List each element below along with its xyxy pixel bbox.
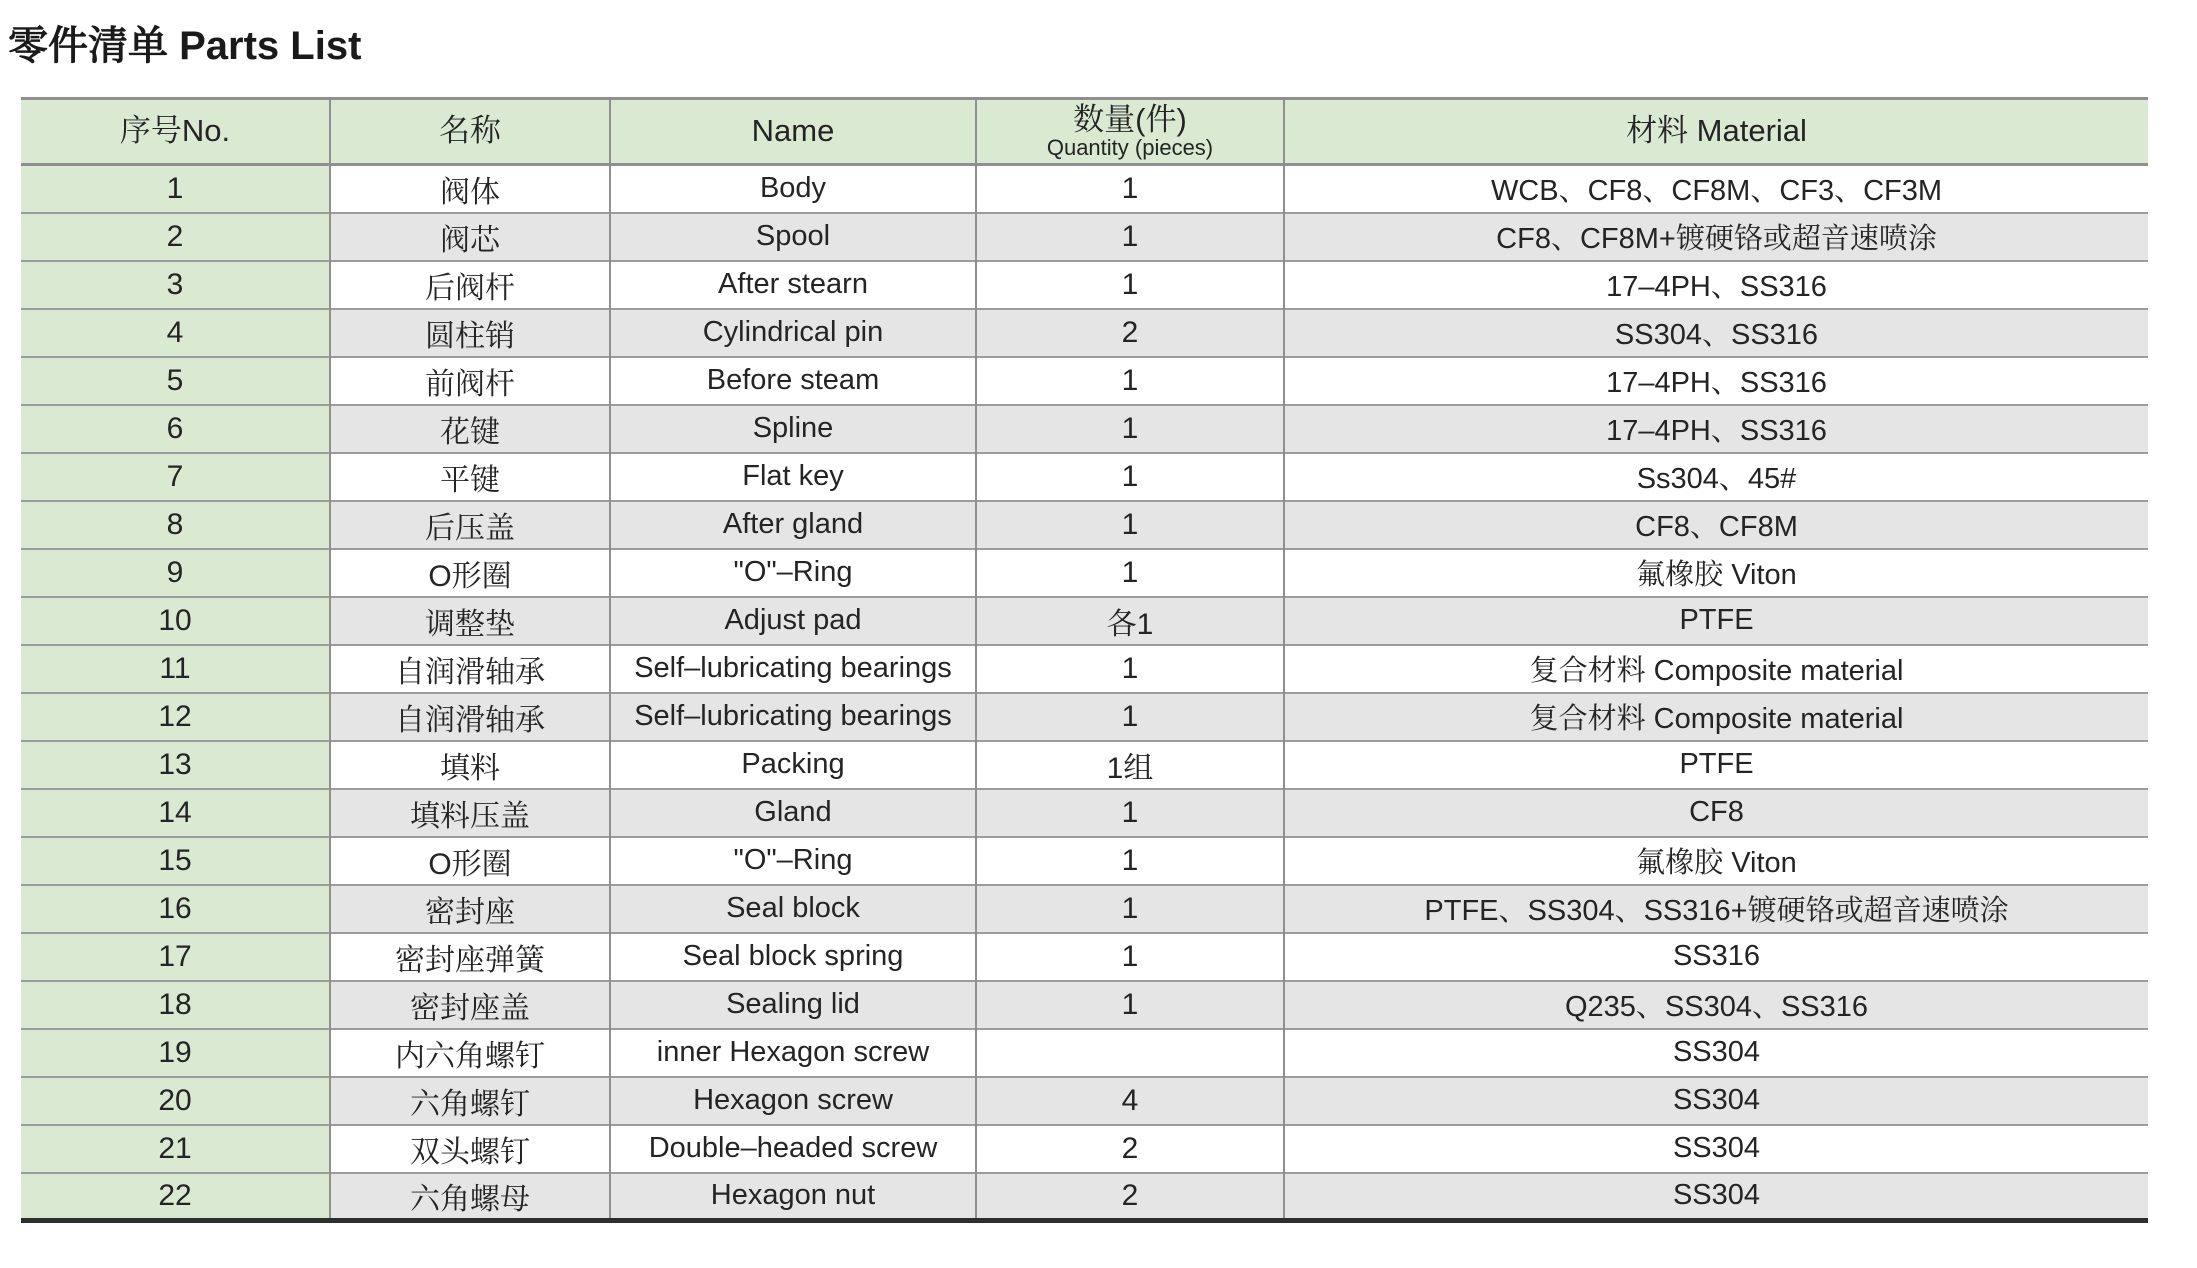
cell-material: SS304、SS316 (1284, 309, 2148, 357)
cell-material: WCB、CF8、CF8M、CF3、CF3M (1284, 165, 2148, 213)
table-row (21, 1077, 2148, 1125)
cell-part-number: 14 (21, 789, 330, 837)
header-name-en-label: Name (751, 113, 835, 149)
table-row (21, 261, 2148, 309)
table-row (21, 1029, 2148, 1077)
cell-name-english: After stearn (610, 261, 976, 309)
cell-name-chinese: 阀体 (330, 165, 610, 213)
cell-quantity: 1 (976, 789, 1284, 837)
cell-material: SS304 (1284, 1029, 2148, 1077)
cell-quantity: 2 (976, 1125, 1284, 1173)
table-row (21, 165, 2148, 213)
cell-quantity: 1组 (976, 741, 1284, 789)
cell-part-number: 2 (21, 213, 330, 261)
cell-name-english: Self–lubricating bearings (610, 645, 976, 693)
cell-name-english: Double–headed screw (610, 1125, 976, 1173)
table-row (21, 597, 2148, 645)
cell-name-chinese: 后压盖 (330, 501, 610, 549)
cell-name-chinese: 密封座盖 (330, 981, 610, 1029)
table-row (21, 981, 2148, 1029)
cell-name-chinese: 填料 (330, 741, 610, 789)
cell-name-chinese: 六角螺母 (330, 1173, 610, 1221)
cell-quantity: 2 (976, 1173, 1284, 1221)
cell-material: 复合材料 Composite material (1284, 645, 2148, 693)
cell-quantity: 1 (976, 981, 1284, 1029)
cell-part-number: 12 (21, 693, 330, 741)
table-row (21, 309, 2148, 357)
table-row (21, 645, 2148, 693)
cell-quantity: 1 (976, 453, 1284, 501)
cell-name-english: Gland (610, 789, 976, 837)
cell-name-chinese: 密封座弹簧 (330, 933, 610, 981)
table-row (21, 213, 2148, 261)
cell-material: SS304 (1284, 1173, 2148, 1221)
cell-name-chinese: 六角螺钉 (330, 1077, 610, 1125)
parts-table-body (21, 165, 2148, 1221)
cell-part-number: 18 (21, 981, 330, 1029)
header-quantity (976, 99, 1284, 165)
cell-part-number: 13 (21, 741, 330, 789)
cell-name-english: Seal block spring (610, 933, 976, 981)
cell-part-number: 7 (21, 453, 330, 501)
table-row (21, 741, 2148, 789)
table-row (21, 1173, 2148, 1221)
cell-material: Ss304、45# (1284, 453, 2148, 501)
cell-material: 氟橡胶 Viton (1284, 837, 2148, 885)
cell-material: SS304 (1284, 1125, 2148, 1173)
table-row (21, 885, 2148, 933)
cell-material: 17–4PH、SS316 (1284, 405, 2148, 453)
cell-name-chinese: 花键 (330, 405, 610, 453)
table-row (21, 405, 2148, 453)
cell-material: CF8、CF8M (1284, 501, 2148, 549)
cell-material: CF8、CF8M+镀硬铬或超音速喷涂 (1284, 213, 2148, 261)
cell-material: 17–4PH、SS316 (1284, 261, 2148, 309)
cell-part-number: 17 (21, 933, 330, 981)
header-material-label: 材料 Material (1626, 113, 1807, 149)
cell-quantity: 1 (976, 405, 1284, 453)
cell-name-chinese: 密封座 (330, 885, 610, 933)
cell-name-chinese: 双头螺钉 (330, 1125, 610, 1173)
header-no-label: 序号No. (119, 113, 231, 149)
header-name-cn-label: 名称 (439, 113, 501, 149)
table-row (21, 789, 2148, 837)
table-row (21, 1125, 2148, 1173)
cell-name-english: Spline (610, 405, 976, 453)
cell-quantity: 1 (976, 645, 1284, 693)
cell-quantity: 各1 (976, 597, 1284, 645)
header-quantity-en-label: Quantity (pieces) (1046, 135, 1214, 161)
cell-part-number: 21 (21, 1125, 330, 1173)
cell-name-chinese: 填料压盖 (330, 789, 610, 837)
cell-part-number: 22 (21, 1173, 330, 1221)
cell-material: 氟橡胶 Viton (1284, 549, 2148, 597)
header-material (1284, 99, 2148, 165)
cell-part-number: 1 (21, 165, 330, 213)
cell-part-number: 20 (21, 1077, 330, 1125)
cell-material: Q235、SS304、SS316 (1284, 981, 2148, 1029)
cell-material: SS316 (1284, 933, 2148, 981)
cell-name-english: Adjust pad (610, 597, 976, 645)
cell-part-number: 16 (21, 885, 330, 933)
cell-name-chinese: 内六角螺钉 (330, 1029, 610, 1077)
cell-name-english: Flat key (610, 453, 976, 501)
cell-material: 17–4PH、SS316 (1284, 357, 2148, 405)
cell-name-english: Self–lubricating bearings (610, 693, 976, 741)
cell-material: PTFE、SS304、SS316+镀硬铬或超音速喷涂 (1284, 885, 2148, 933)
table-row (21, 837, 2148, 885)
table-row (21, 933, 2148, 981)
parts-table (21, 97, 2148, 1223)
cell-quantity: 1 (976, 501, 1284, 549)
cell-name-english: Body (610, 165, 976, 213)
cell-part-number: 11 (21, 645, 330, 693)
cell-quantity: 1 (976, 165, 1284, 213)
cell-material: 复合材料 Composite material (1284, 693, 2148, 741)
cell-quantity: 1 (976, 837, 1284, 885)
cell-quantity: 1 (976, 549, 1284, 597)
cell-name-chinese: O形圈 (330, 837, 610, 885)
cell-quantity: 1 (976, 357, 1284, 405)
cell-name-english: inner Hexagon screw (610, 1029, 976, 1077)
cell-quantity: 2 (976, 309, 1284, 357)
cell-name-english: Seal block (610, 885, 976, 933)
cell-material: PTFE (1284, 597, 2148, 645)
cell-part-number: 5 (21, 357, 330, 405)
table-row (21, 453, 2148, 501)
cell-name-english: After gland (610, 501, 976, 549)
parts-table-header (21, 99, 2148, 165)
table-row (21, 501, 2148, 549)
cell-name-english: Hexagon nut (610, 1173, 976, 1221)
table-row (21, 357, 2148, 405)
cell-name-chinese: 平键 (330, 453, 610, 501)
cell-name-english: Hexagon screw (610, 1077, 976, 1125)
cell-name-chinese: O形圈 (330, 549, 610, 597)
cell-name-chinese: 圆柱销 (330, 309, 610, 357)
page-title: 零件清单 Parts List (8, 24, 362, 68)
cell-quantity: 1 (976, 213, 1284, 261)
cell-part-number: 8 (21, 501, 330, 549)
cell-name-english: Spool (610, 213, 976, 261)
cell-name-english: Packing (610, 741, 976, 789)
cell-name-chinese: 调整垫 (330, 597, 610, 645)
cell-quantity: 1 (976, 261, 1284, 309)
cell-material: CF8 (1284, 789, 2148, 837)
header-name-cn (330, 99, 610, 165)
header-no (21, 99, 330, 165)
cell-part-number: 6 (21, 405, 330, 453)
cell-part-number: 10 (21, 597, 330, 645)
cell-name-english: Cylindrical pin (610, 309, 976, 357)
cell-name-chinese: 后阀杆 (330, 261, 610, 309)
cell-name-chinese: 自润滑轴承 (330, 693, 610, 741)
table-row (21, 693, 2148, 741)
cell-name-english: "O"–Ring (610, 837, 976, 885)
cell-part-number: 9 (21, 549, 330, 597)
cell-part-number: 4 (21, 309, 330, 357)
cell-quantity: 1 (976, 933, 1284, 981)
cell-name-english: Sealing lid (610, 981, 976, 1029)
cell-name-english: Before steam (610, 357, 976, 405)
cell-part-number: 15 (21, 837, 330, 885)
header-quantity-cn-label: 数量(件) (1073, 101, 1187, 137)
cell-name-chinese: 前阀杆 (330, 357, 610, 405)
cell-quantity (976, 1029, 1284, 1077)
header-name-en (610, 99, 976, 165)
header-row (21, 99, 2148, 165)
cell-material: SS304 (1284, 1077, 2148, 1125)
cell-material: PTFE (1284, 741, 2148, 789)
table-row (21, 549, 2148, 597)
cell-part-number: 19 (21, 1029, 330, 1077)
cell-name-chinese: 自润滑轴承 (330, 645, 610, 693)
cell-quantity: 1 (976, 693, 1284, 741)
cell-name-chinese: 阀芯 (330, 213, 610, 261)
cell-name-english: "O"–Ring (610, 549, 976, 597)
cell-part-number: 3 (21, 261, 330, 309)
cell-quantity: 4 (976, 1077, 1284, 1125)
cell-quantity: 1 (976, 885, 1284, 933)
